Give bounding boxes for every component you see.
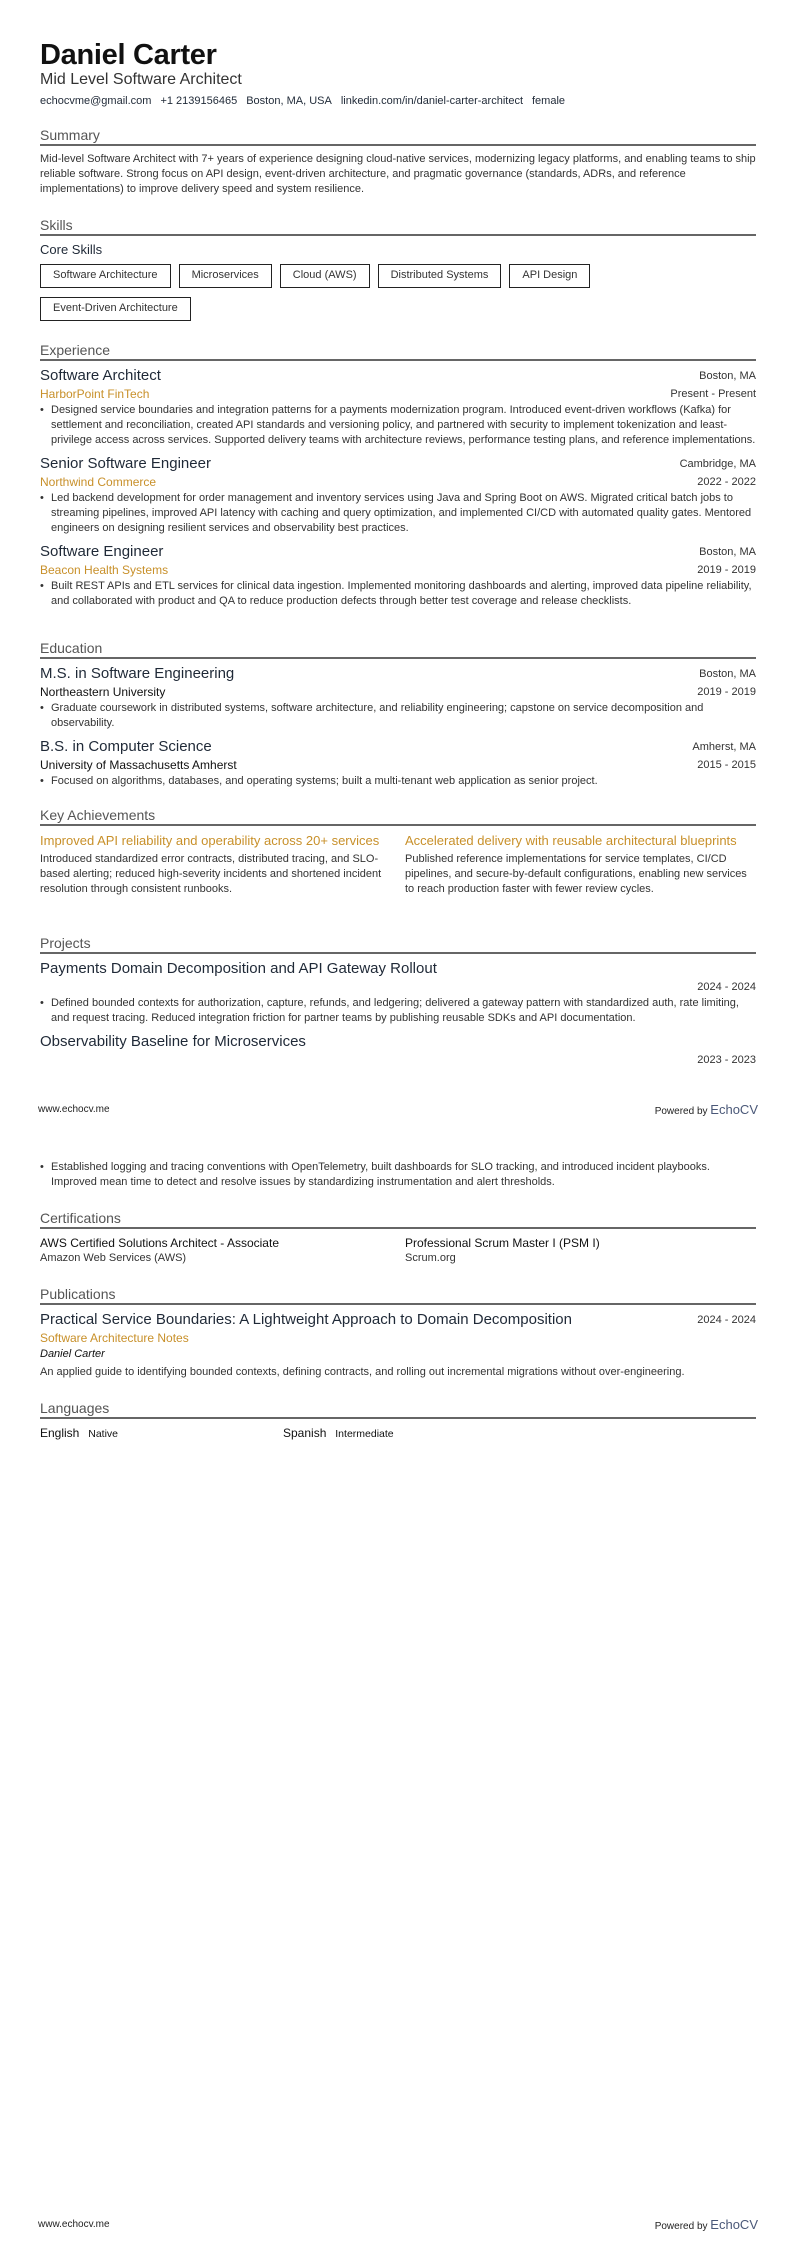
contact-email[interactable]: echocvme@gmail.com	[40, 95, 152, 107]
certification-name: Professional Scrum Master I (PSM I)	[405, 1236, 600, 1250]
language-name: Spanish	[283, 1426, 327, 1440]
certification-issuer: Amazon Web Services (AWS)	[40, 1252, 187, 1264]
skill-chip: Cloud (AWS)	[280, 264, 370, 288]
footer-brand[interactable]: EchoCV	[710, 2217, 758, 2232]
company-name: Northwind Commerce	[40, 475, 157, 489]
language-item	[40, 1425, 283, 1442]
section-heading: Certifications	[40, 1209, 756, 1229]
publication-entry	[40, 1311, 756, 1380]
publication-dates: 2024 - 2024	[697, 1314, 756, 1326]
education-bullet: • Focused on algorithms, databases, and operating systems; built a multi-tenant web application as senior project.	[40, 774, 756, 789]
education-bullet: • Graduate coursework in distributed systems, software architecture, and reliability engineering; capstone on service decomposition and observability.	[40, 701, 756, 731]
languages-section	[40, 1399, 756, 1442]
achievement-title: Improved API reliability and operability across 20+ services	[40, 833, 380, 848]
project-title: Payments Domain Decomposition and API Gateway Rollout	[40, 960, 437, 977]
section-heading: Languages	[40, 1399, 756, 1419]
footer-site-link[interactable]: www.echocv.me	[38, 1104, 110, 1115]
degree: M.S. in Software Engineering	[40, 665, 235, 682]
projects-section	[40, 934, 756, 1069]
certifications-section	[40, 1209, 756, 1266]
contact-phone[interactable]: +1 2139156465	[160, 95, 238, 107]
certification-issuer: Scrum.org	[405, 1252, 456, 1264]
job-title: Software Engineer	[40, 543, 164, 560]
language-level: Intermediate	[335, 1428, 394, 1440]
contact-location: Boston, MA, USA	[246, 95, 332, 107]
publications-section	[40, 1285, 756, 1380]
skill-chip: Microservices	[179, 264, 272, 288]
publication-author: Daniel Carter	[40, 1348, 105, 1360]
section-heading: Education	[40, 639, 756, 659]
school-name: Northeastern University	[40, 685, 166, 699]
certification-name: AWS Certified Solutions Architect - Associate	[40, 1236, 279, 1250]
project-bullet: • Defined bounded contexts for authorization, capture, refunds, and ledgering; delivered a gateway pattern with standardized auth, rate limiting, and request tracing. Reduced integration friction for partner teams by publishing reusable SDKs and API documentation.	[40, 996, 756, 1026]
job-bullet: • Designed service boundaries and integration patterns for a payments modernization program. Introduced event-driven workflows (Kafka) for settlement and reconciliation, created API standards and versioning policy, and partnered with security to implement tokenization and least-privilege access across services. Supported delivery teams with architecture reviews, performance testing plans, and reference implementations.	[40, 403, 756, 448]
project-entry	[40, 1033, 756, 1069]
section-heading: Publications	[40, 1285, 756, 1305]
experience-entry	[40, 543, 756, 609]
experience-entry	[40, 455, 756, 536]
candidate-title: Mid Level Software Architect	[40, 71, 242, 88]
job-dates: 2022 - 2022	[697, 476, 756, 488]
job-bullet: • Built REST APIs and ETL services for clinical data ingestion. Implemented monitoring dashboards and alerting, improved data pipeline reliability, and collaborated with product and QA to reduce production defects through better test coverage and release checklists.	[40, 579, 756, 609]
job-bullet: • Led backend development for order management and inventory services using Java and Spring Boot on AWS. Migrated critical batch jobs to streaming pipelines, improved API latency with caching and query optimization, and implemented CI/CD with automated quality gates. Mentored engineers on designing resilient services and observability best practices.	[40, 491, 756, 536]
education-section	[40, 639, 756, 789]
company-name: HarborPoint FinTech	[40, 387, 150, 401]
experience-entry	[40, 367, 756, 448]
job-location: Boston, MA	[699, 370, 756, 382]
publication-venue: Software Architecture Notes	[40, 1331, 189, 1345]
footer-powered-label: Powered by	[654, 2221, 708, 2232]
candidate-name: Daniel Carter	[40, 39, 217, 71]
language-name: English	[40, 1426, 80, 1440]
job-location: Boston, MA	[699, 546, 756, 558]
footer-site-link[interactable]: www.echocv.me	[38, 2219, 110, 2230]
achievement-item	[40, 832, 390, 897]
education-entry	[40, 665, 756, 731]
skill-chips	[40, 264, 680, 321]
achievement-title: Accelerated delivery with reusable architectural blueprints	[405, 833, 737, 848]
education-dates: 2015 - 2015	[697, 759, 756, 771]
job-dates: 2019 - 2019	[697, 564, 756, 576]
job-dates: Present - Present	[670, 388, 756, 400]
section-heading: Skills	[40, 216, 756, 236]
achievement-text: Introduced standardized error contracts, distributed tracing, and SLO-based alerting; reduced high-severity incidents and shortened incident resolution through consistent runbooks.	[40, 853, 382, 895]
summary-section	[40, 126, 756, 197]
publication-title: Practical Service Boundaries: A Lightweight Approach to Domain Decomposition	[40, 1311, 572, 1328]
project-dates: 2024 - 2024	[697, 981, 756, 993]
page-footer	[38, 2217, 758, 2232]
skill-chip: Distributed Systems	[378, 264, 502, 288]
section-heading: Key Achievements	[40, 806, 756, 826]
skill-chip: Event-Driven Architecture	[40, 297, 191, 321]
job-title: Senior Software Engineer	[40, 455, 211, 472]
section-heading: Experience	[40, 341, 756, 361]
contact-gender: female	[532, 95, 566, 107]
page-footer	[38, 1102, 758, 1117]
contact-linkedin[interactable]: linkedin.com/in/daniel-carter-architect	[340, 95, 523, 107]
education-entry	[40, 738, 756, 789]
section-heading: Summary	[40, 126, 756, 146]
company-name: Beacon Health Systems	[40, 563, 169, 577]
certification-item	[40, 1235, 390, 1266]
project-continued	[40, 1160, 756, 1190]
skill-group-title: Core Skills	[40, 242, 103, 257]
language-level: Native	[88, 1428, 119, 1440]
skills-section	[40, 216, 756, 321]
certification-item	[405, 1235, 755, 1266]
achievement-text: Published reference implementations for service templates, CI/CD pipelines, and secure-by-default configurations, enabling new services to reach production faster with fewer review cycles.	[405, 853, 747, 895]
school-name: University of Massachusetts Amherst	[40, 758, 237, 772]
experience-section	[40, 341, 756, 609]
education-dates: 2019 - 2019	[697, 686, 756, 698]
skill-chip: Software Architecture	[40, 264, 171, 288]
contact-line	[40, 94, 756, 108]
job-location: Cambridge, MA	[679, 458, 756, 470]
project-dates: 2023 - 2023	[697, 1054, 756, 1066]
footer-brand[interactable]: EchoCV	[710, 1102, 758, 1117]
publication-description: An applied guide to identifying bounded contexts, defining contracts, and rolling out incremental migrations without over-engineering.	[40, 1366, 685, 1378]
school-location: Amherst, MA	[692, 741, 756, 753]
achievement-item	[405, 832, 755, 897]
school-location: Boston, MA	[699, 668, 756, 680]
section-heading: Projects	[40, 934, 756, 954]
footer-powered-label: Powered by	[654, 1106, 708, 1117]
language-item	[283, 1425, 526, 1442]
project-title: Observability Baseline for Microservices	[40, 1033, 306, 1050]
skill-chip: API Design	[509, 264, 590, 288]
degree: B.S. in Computer Science	[40, 738, 212, 755]
achievements-section	[40, 806, 756, 897]
project-bullet: • Established logging and tracing conventions with OpenTelemetry, built dashboards for SLO tracking, and introduced incident playbooks. Improved mean time to detect and resolve issues by standardizing instrumentation and alert thresholds.	[40, 1160, 756, 1190]
summary-text: Mid-level Software Architect with 7+ years of experience designing cloud-native services, modernizing legacy platforms, and enabling teams to ship reliable software. Strong focus on API design, event-driven architecture, and pragmatic governance (standards, ADRs, and reference implementations) to improve delivery speed and system resilience.	[40, 153, 756, 195]
project-entry	[40, 960, 756, 1026]
job-title: Software Architect	[40, 367, 161, 384]
